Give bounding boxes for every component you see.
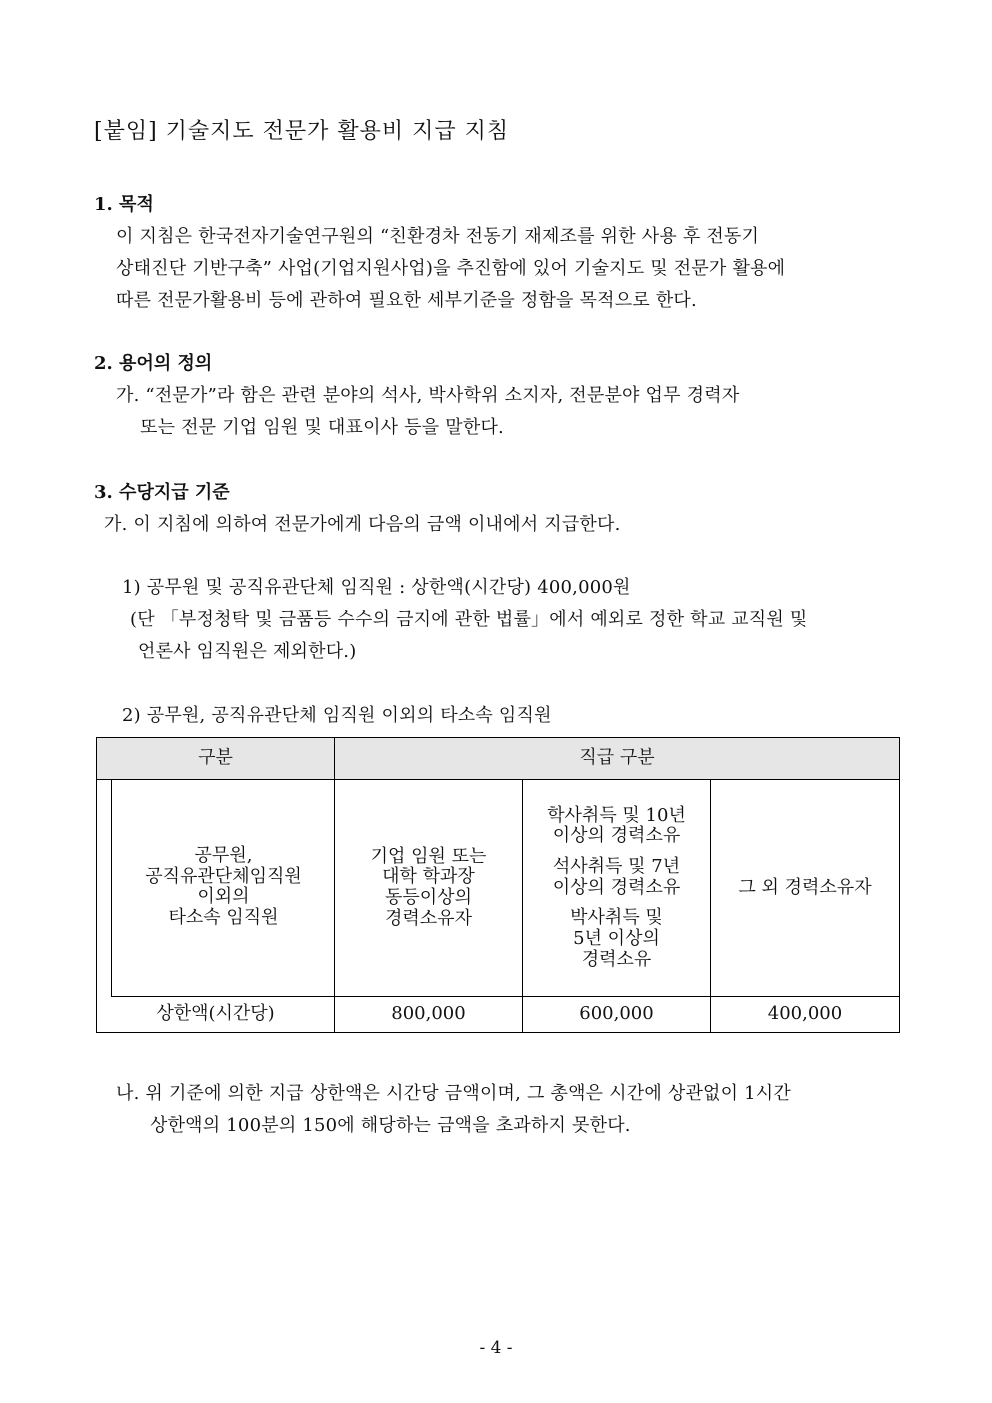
page-number: - 4 - xyxy=(479,1338,513,1358)
grade-col-1-line: 대학 학과장 xyxy=(382,866,475,888)
section-3-item-1: 1) 공무원 및 공직유관단체 임직원 : 상한액(시간당) 400,000원 xyxy=(122,577,631,598)
section-3-intro: 가. 이 지침에 의하여 전문가에게 다음의 금액 이내에서 지급한다. xyxy=(104,514,621,535)
amount-cell-2: 600,000 xyxy=(523,997,711,1033)
fee-table-header-row xyxy=(97,738,900,780)
document-title: [붙임] 기술지도 전문가 활용비 지급 지침 xyxy=(94,119,510,144)
header-grade-cell: 직급 구분 xyxy=(335,738,900,780)
category-cell xyxy=(97,780,335,997)
fee-table-grade-row xyxy=(97,780,900,997)
section-3-item-2: 2) 공무원, 공직유관단체 임직원 이외의 타소속 임직원 xyxy=(122,705,552,726)
grade-col-2-line: 5년 이상의 xyxy=(573,928,660,950)
section-3-note-line-2: 상한액의 100분의 150에 해당하는 금액을 초과하지 못한다. xyxy=(150,1115,631,1136)
header-category-cell: 구분 xyxy=(97,738,335,780)
grade-col-2-line: 박사취득 및 xyxy=(570,907,663,929)
grade-col-2-cell xyxy=(523,780,711,997)
section-1-line-1: 이 지침은 한국전자기술연구원의 “친환경차 전동기 재제조를 위한 사용 후 전동기 xyxy=(116,226,760,247)
grade-col-1-line: 기업 임원 또는 xyxy=(370,845,487,867)
grade-col-2-line: 석사취득 및 7년 xyxy=(552,855,681,877)
category-line: 공무원, xyxy=(194,844,253,866)
grade-col-1-line: 경력소유자 xyxy=(385,907,472,929)
section-2-line-2: 또는 전문 기업 임원 및 대표이사 등을 말한다. xyxy=(140,417,504,438)
category-line: 타소속 임직원 xyxy=(168,906,279,928)
grade-col-2-line: 이상의 경력소유 xyxy=(552,825,681,847)
section-2-heading: 2. 용어의 정의 xyxy=(94,353,213,374)
section-3-item-1-note-line-1: (단 「부정청탁 및 금품등 수수의 금지에 관한 법률」에서 예외로 정한 학교 교직원 및 xyxy=(130,609,808,630)
grade-col-2-line: 이상의 경력소유 xyxy=(552,876,681,898)
section-3-heading: 3. 수당지급 기준 xyxy=(94,482,230,503)
amount-cell-3: 400,000 xyxy=(711,997,900,1033)
fee-table xyxy=(96,737,900,1033)
grade-col-3-cell: 그 외 경력소유자 xyxy=(711,780,900,997)
category-line: 공직유관단체임직원 xyxy=(145,865,302,887)
section-3-note-line-1: 나. 위 기준에 의한 지급 상한액은 시간당 금액이며, 그 총액은 시간에 상관없이 1시간 xyxy=(116,1083,791,1104)
section-1-line-2: 상태진단 기반구축” 사업(기업지원사업)을 추진함에 있어 기술지도 및 전문가 활용에 xyxy=(116,258,786,279)
category-line: 이외의 xyxy=(197,886,250,908)
section-1-line-3: 따른 전문가활용비 등에 관하여 필요한 세부기준을 정함을 목적으로 한다. xyxy=(116,290,697,311)
grade-col-1-line: 동등이상의 xyxy=(385,887,472,908)
section-1-heading: 1. 목적 xyxy=(94,194,154,215)
grade-col-1-cell xyxy=(335,780,523,997)
section-3-item-1-note-line-2: 언론사 임직원은 제외한다.) xyxy=(138,641,357,662)
grade-col-2-line: 학사취득 및 10년 xyxy=(547,804,686,826)
fee-table-amount-row xyxy=(97,997,900,1033)
amount-cell-1: 800,000 xyxy=(335,997,523,1033)
grade-col-2-line: 경력소유 xyxy=(581,948,652,970)
amount-label-cell: 상한액(시간당) xyxy=(97,997,335,1033)
section-2-line-1: 가. “전문가”라 함은 관련 분야의 석사, 박사학위 소지자, 전문분야 업무 경력자 xyxy=(116,385,740,406)
